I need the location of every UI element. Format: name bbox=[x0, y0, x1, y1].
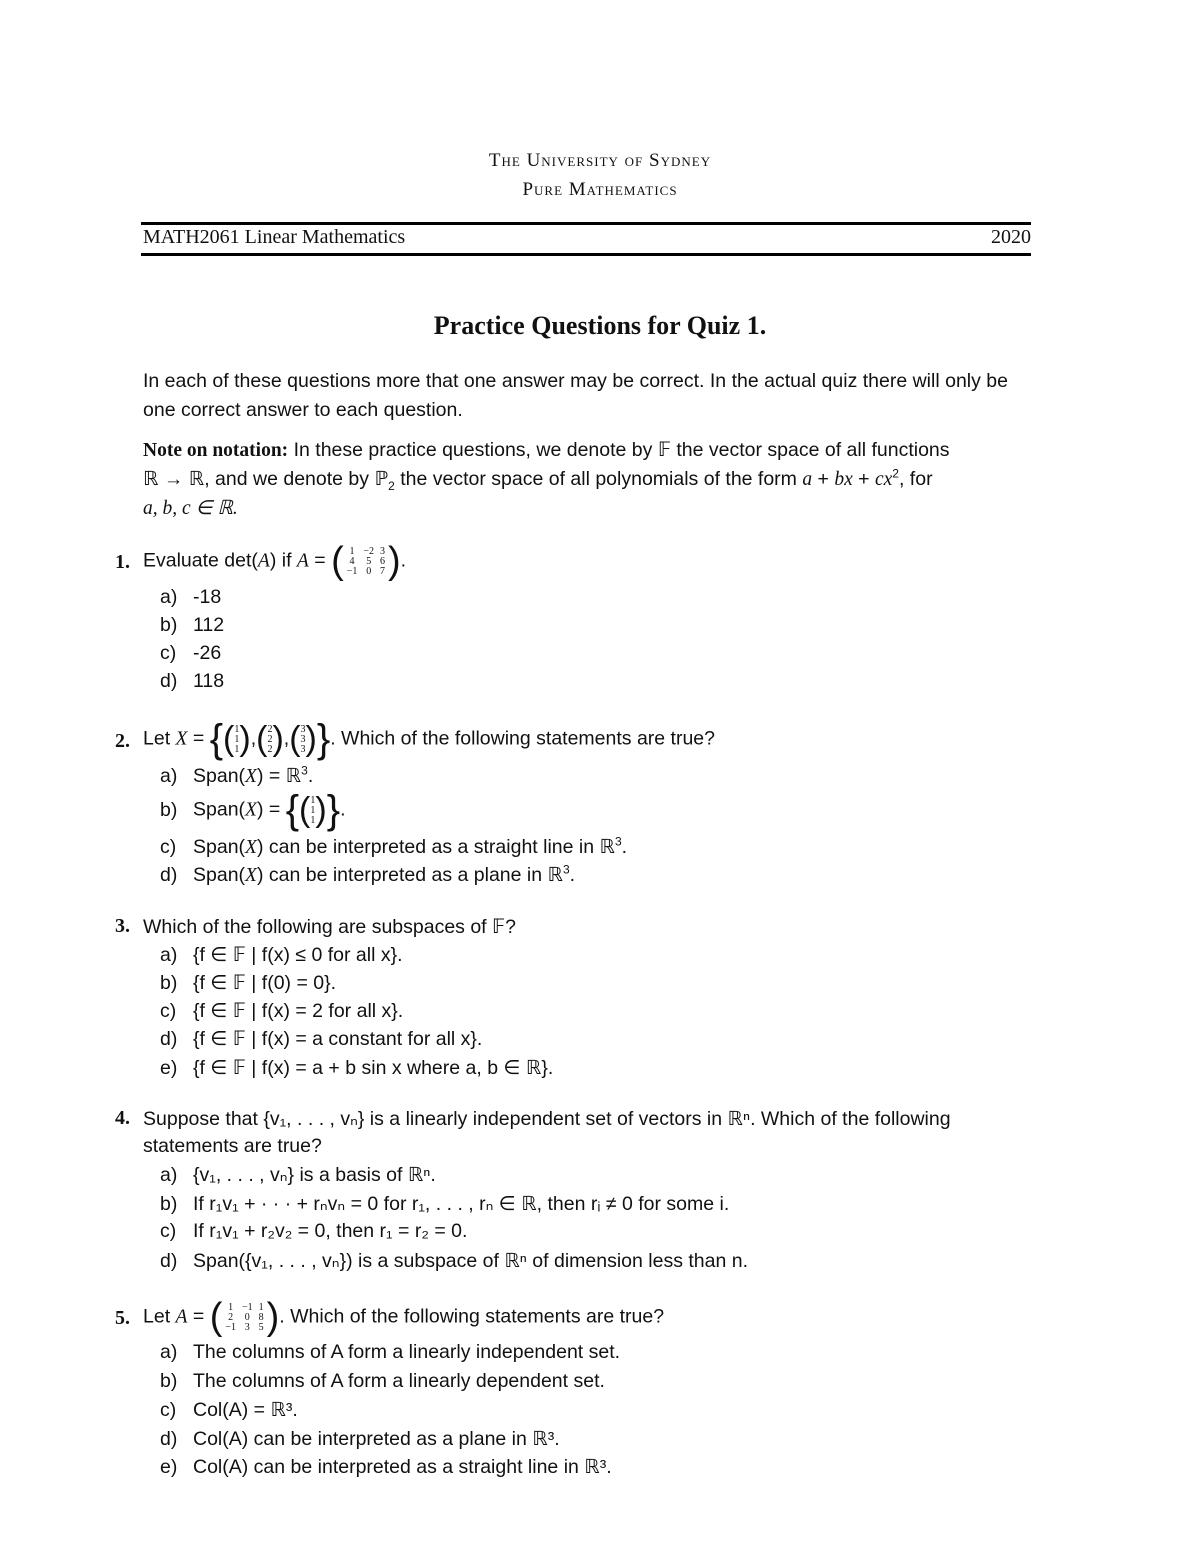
q1-text-b: ) if bbox=[269, 549, 297, 572]
q1-option-c: c) -26 bbox=[160, 642, 222, 664]
q5-option-e: e) Col(A) can be interpreted as a straight line in ℝ³. bbox=[160, 1456, 612, 1478]
question-3-text: Which of the following are subspaces of 𝔽? bbox=[143, 916, 516, 938]
intro-paragraph: In each of these questions more that one answer may be correct. In the actual quiz there will only be one correct answer to each question. bbox=[143, 370, 1008, 421]
q2-text-b: . Which of the following statements are true? bbox=[330, 727, 715, 750]
q5-matrix: 1 −1 1 2 0 8 −1 3 5 bbox=[225, 1301, 264, 1333]
question-4-line-2: statements are true? bbox=[143, 1135, 322, 1157]
course-year: 2020 bbox=[991, 226, 1031, 248]
q4-option-b: b) If r₁v₁ + · · · + rₙvₙ = 0 for r₁, . . . , rₙ ∈ ℝ, then rᵢ ≠ 0 for some i. bbox=[160, 1193, 730, 1215]
q3-option-e: e) {f ∈ 𝔽 | f(x) = a + b sin x where a, b ∈ ℝ}. bbox=[160, 1057, 554, 1079]
q1-text-a: Evaluate det( bbox=[143, 549, 258, 572]
header-block bbox=[0, 146, 1200, 204]
question-2-text: Let X = {(1 1 1),(2 2 2),(3 3 3)}. Which of the following statements are true? bbox=[143, 717, 715, 761]
question-5-text: Let A = ( 1 −1 1 2 0 8 −1 3 5 ). Which of the following statements are true? bbox=[143, 1296, 665, 1338]
q2-vector-1: 1 1 1 bbox=[234, 723, 240, 755]
q3-option-b: b) {f ∈ 𝔽 | f(0) = 0}. bbox=[160, 972, 337, 994]
q5-text-a: Let bbox=[143, 1305, 176, 1328]
q4-option-a: a) {v₁, . . . , vₙ} is a basis of ℝⁿ. bbox=[160, 1164, 436, 1186]
q1-option-b: b) 112 bbox=[160, 614, 225, 636]
q1-matrix: 1 −2 3 4 5 6 −1 0 7 bbox=[346, 545, 386, 577]
course-name: MATH2061 Linear Mathematics bbox=[143, 226, 406, 248]
note-label: Note on notation: bbox=[143, 440, 289, 461]
q5-option-b: b) The columns of A form a linearly dependent set. bbox=[160, 1370, 605, 1392]
notation-note: Note on notation: In these practice questions, we denote by 𝔽 the vector space of all functions ℝ → ℝ, and we denote by ℙ$_2$ the vector space of all polynomials of the form a + bx + $cx^2$, for a, b, c ∈ ℝ. bbox=[143, 436, 1033, 523]
question-5-number: 5. bbox=[115, 1307, 130, 1329]
q3-option-c: c) {f ∈ 𝔽 | f(x) = 2 for all x}. bbox=[160, 1000, 404, 1022]
q4-option-d: d) Span({v₁, . . . , vₙ}) is a subspace of ℝⁿ of dimension less than n. bbox=[160, 1250, 749, 1272]
q5-text-b: . Which of the following statements are true? bbox=[279, 1305, 665, 1328]
q2-vector-2: 2 2 2 bbox=[267, 723, 273, 755]
q2-option-c: c) Span(X) can be interpreted as a straight line in ℝ$^3$. bbox=[160, 834, 628, 858]
note-line-2a: ℝ → ℝ, and we denote by bbox=[143, 468, 375, 490]
header-rule-bottom bbox=[141, 253, 1031, 256]
q5-option-c: c) Col(A) = ℝ³. bbox=[160, 1399, 298, 1421]
note-line-2b: the vector space of all polynomials of the form bbox=[394, 468, 803, 490]
note-line-2c: , for bbox=[898, 468, 933, 490]
q2-vector-3: 3 3 3 bbox=[300, 723, 306, 755]
page-title: Practice Questions for Quiz 1. bbox=[433, 311, 767, 340]
q2-option-b-vector: 1 1 1 bbox=[310, 794, 316, 826]
q2-text-a: Let bbox=[143, 727, 176, 750]
q5-option-a: a) The columns of A form a linearly independent set. bbox=[160, 1341, 621, 1363]
school-name: Pure Mathematics bbox=[522, 179, 678, 200]
note-line-1: In these practice questions, we denote by 𝔽 the vector space of all functions bbox=[288, 439, 950, 461]
university-name: The University of Sydney bbox=[488, 150, 712, 171]
q1-option-d: d) 118 bbox=[160, 670, 225, 692]
q1-option-a: a) -18 bbox=[160, 586, 222, 608]
question-4-number: 4. bbox=[115, 1107, 130, 1129]
q3-option-a: a) {f ∈ 𝔽 | f(x) ≤ 0 for all x}. bbox=[160, 944, 403, 966]
question-3-number: 3. bbox=[115, 915, 130, 937]
question-1-text: Evaluate det(A) if A = ( 1 −2 3 4 5 6 −1 0 7 ). bbox=[143, 540, 407, 582]
note-line-3: a, b, c ∈ ℝ. bbox=[143, 498, 238, 519]
q2-option-b: b) Span(X) = {(1 1 1)}. bbox=[160, 788, 346, 832]
q2-option-d: d) Span(X) can be interpreted as a plane in ℝ$^3$. bbox=[160, 862, 576, 886]
q4-option-c: c) If r₁v₁ + r₂v₂ = 0, then r₁ = r₂ = 0. bbox=[160, 1220, 468, 1242]
q3-option-d: d) {f ∈ 𝔽 | f(x) = a constant for all x}. bbox=[160, 1028, 483, 1050]
question-1-number: 1. bbox=[115, 551, 130, 573]
question-4-line-1: Suppose that {v₁, . . . , vₙ} is a linearly independent set of vectors in ℝⁿ. Which of the following bbox=[143, 1108, 951, 1130]
q5-option-d: d) Col(A) can be interpreted as a plane in ℝ³. bbox=[160, 1428, 560, 1450]
question-2-number: 2. bbox=[115, 730, 130, 752]
header-rule-top bbox=[141, 222, 1031, 225]
q2-option-a: a) Span(X) = ℝ$^3$. bbox=[160, 763, 314, 787]
